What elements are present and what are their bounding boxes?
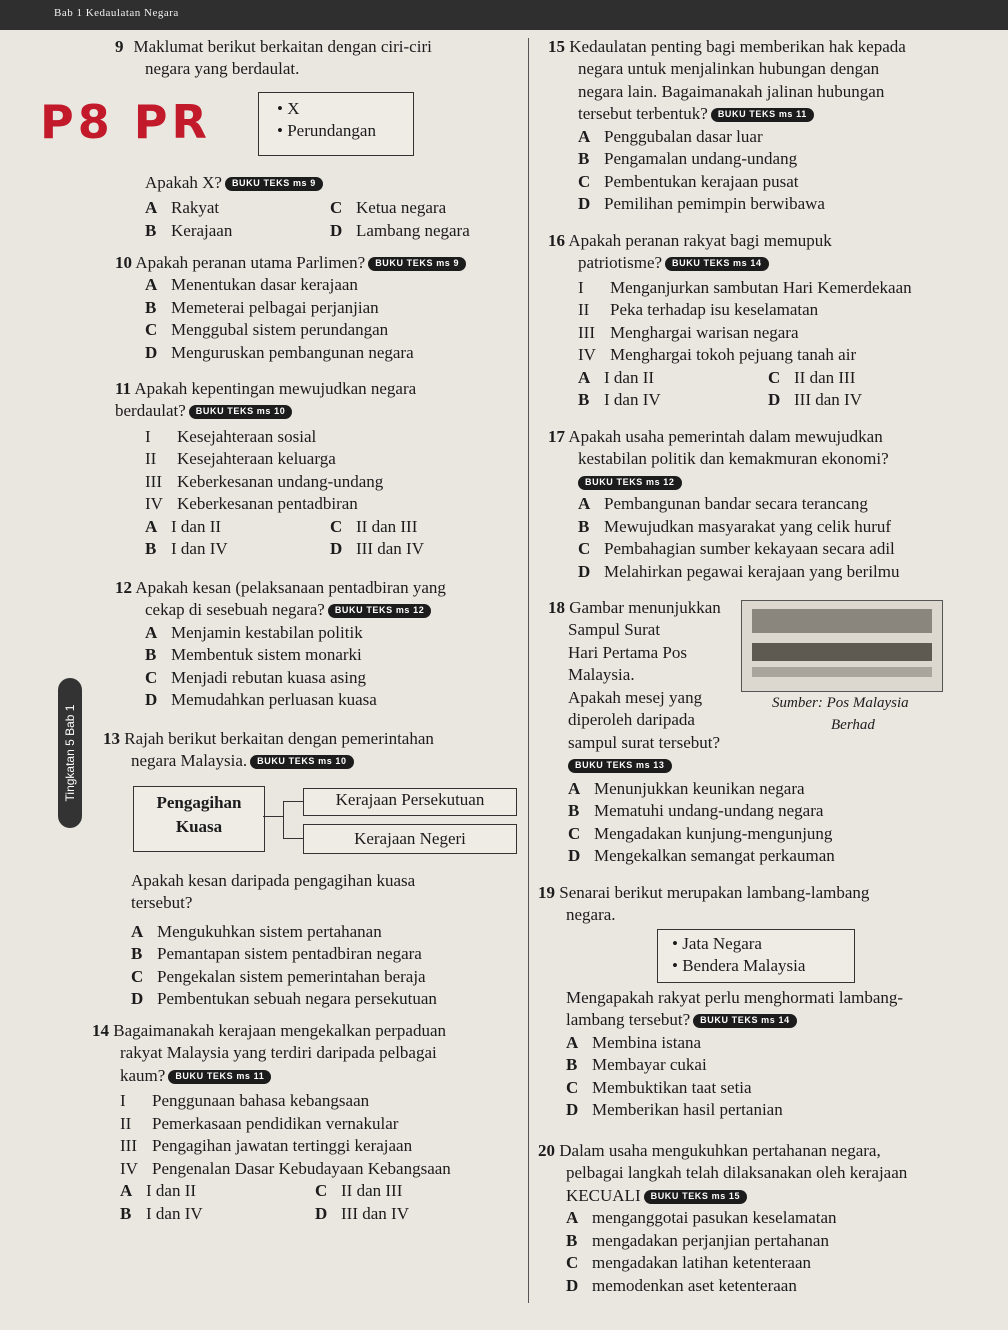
roman-label: II (145, 449, 157, 469)
q13-options (131, 870, 521, 1011)
question-12 (115, 577, 525, 712)
q16-option-b[interactable]: I dan IV (604, 390, 661, 410)
diagram-left-line2: Kuasa (175, 817, 223, 836)
option-label: C (315, 1181, 328, 1201)
textbook-tag: BUKU TEKS ms 12 (328, 604, 432, 618)
textbook-tag: BUKU TEKS ms 10 (250, 755, 354, 769)
q18-text-line: Apakah mesej yang (568, 687, 703, 707)
side-tab (58, 678, 82, 828)
q16-option-a[interactable]: I dan II (604, 367, 655, 387)
q9-option-d[interactable]: Lambang negara (356, 220, 470, 240)
q9-options (145, 172, 525, 242)
q15-text-line3: negara lain. Bagaimanakah jalinan hubungan (578, 81, 885, 101)
textbook-tag: BUKU TEKS ms 13 (568, 759, 672, 773)
q15-text-line1: Kedaulatan penting bagi memberikan hak kepada (569, 37, 906, 56)
option-label: D (566, 1275, 579, 1295)
q20-text-line1: Dalam usaha mengukuhkan pertahanan negara, (559, 1141, 881, 1160)
q19-number: 19 (538, 883, 555, 902)
q13-number: 13 (103, 729, 120, 748)
q10-option-b[interactable]: Memeterai pelbagai perjanjian (171, 297, 379, 317)
q15-option-b[interactable]: Pengamalan undang-undang (604, 149, 798, 169)
q16-text-line2: patriotisme? (578, 253, 663, 273)
option-label: B (568, 801, 580, 821)
question-10 (115, 252, 525, 364)
side-tab-label: Tingkatan 5 Bab 1 (63, 704, 77, 802)
q19-option-b[interactable]: Membayar cukai (592, 1055, 707, 1075)
option-label: B (578, 516, 590, 536)
option-label: A (578, 494, 591, 514)
option-label: D (145, 342, 158, 362)
diagram-connector (283, 801, 303, 802)
option-label: A (145, 198, 158, 218)
question-15 (548, 36, 973, 216)
question-18 (548, 597, 748, 777)
q18-number: 18 (548, 598, 565, 617)
q18-text-line: Malaysia. (568, 665, 635, 685)
option-label: B (566, 1055, 578, 1075)
q17-number: 17 (548, 427, 565, 446)
q18-text-line: sampul surat tersebut? (568, 732, 721, 752)
column-divider (528, 38, 529, 1303)
q18-option-b[interactable]: Mematuhi undang-undang negara (594, 801, 824, 821)
diagram-right-bottom-box: Kerajaan Negeri (303, 824, 517, 854)
textbook-tag: BUKU TEKS ms 9 (225, 177, 323, 191)
q11-text-line2: berdaulat? (115, 401, 186, 421)
q16-text-line1: 16 Apakah peranan rakyat bagi memupuk (548, 231, 832, 250)
q9-option-b[interactable]: Kerajaan (171, 220, 233, 240)
q19-text-line2: negara. (566, 905, 616, 925)
option-label: C (578, 171, 591, 191)
q20-number: 20 (538, 1141, 555, 1160)
q20-text-line2: pelbagai langkah telah dilaksanakan oleh kerajaan (566, 1163, 908, 1183)
q20-option-d[interactable]: memodenkan aset ketenteraan (592, 1275, 797, 1295)
diagram-connector (283, 801, 284, 838)
q10-number: 10 (115, 253, 132, 272)
q17-text-line1: Apakah usaha pemerintah dalam mewujudkan (568, 427, 883, 446)
q14-statement-iv: Pengenalan Dasar Kebudayaan Kebangsaan (152, 1158, 451, 1178)
q14-option-c[interactable]: II dan III (341, 1181, 403, 1201)
q14-statement-ii: Pemerkasaan pendidikan vernakular (152, 1113, 399, 1133)
first-day-cover-image (741, 600, 943, 692)
roman-label: I (578, 277, 584, 297)
roman-label: IV (578, 345, 596, 365)
q15-option-d[interactable]: Pemilihan pemimpin berwibawa (604, 194, 825, 214)
roman-label: III (120, 1136, 137, 1156)
q9-number: 9 (115, 37, 124, 56)
q11-statement-ii: Kesejahteraan keluarga (177, 449, 336, 469)
q14-text-line2: rakyat Malaysia yang terdiri daripada pelbagai (120, 1043, 437, 1063)
q13-text-line1: Rajah berikut berkaitan dengan pemerintahan (124, 729, 434, 748)
q18-option-c[interactable]: Mengadakan kunjung-mengunjung (594, 823, 833, 843)
q16-option-c[interactable]: II dan III (794, 367, 856, 387)
question-19 (538, 882, 966, 927)
q13-option-d[interactable]: Pembentukan sebuah negara persekutuan (157, 989, 437, 1009)
option-label: D (578, 561, 591, 581)
q14-option-b[interactable]: I dan IV (146, 1203, 203, 1223)
roman-label: II (120, 1113, 132, 1133)
q9-text-line1: Maklumat berikut berkaitan dengan ciri-ciri (133, 37, 432, 56)
option-label: B (120, 1203, 132, 1223)
diagram-left-line1: Pengagihan (156, 793, 242, 812)
q12-option-d[interactable]: Memudahkan perluasan kuasa (171, 690, 377, 710)
q17-option-b[interactable]: Mewujudkan masyarakat yang celik huruf (604, 516, 892, 536)
option-label: D (145, 690, 158, 710)
q19-info-box (657, 929, 855, 983)
option-label: A (578, 126, 591, 146)
question-9 (115, 36, 520, 81)
option-label: D (578, 194, 591, 214)
q12-text-line2: cekap di sesebuah negara? (145, 600, 325, 620)
roman-label: IV (120, 1158, 138, 1178)
q18-option-a[interactable]: Menunjukkan keunikan negara (594, 779, 805, 798)
q11-statement-iv: Keberkesanan pentadbiran (177, 494, 358, 514)
cover-roof (752, 609, 932, 633)
q12-option-c[interactable]: Menjadi rebutan kuasa asing (171, 667, 366, 687)
option-label: C (568, 823, 581, 843)
q11-option-b[interactable]: I dan IV (171, 539, 228, 559)
q9-stem: Apakah X? (145, 173, 222, 192)
q15-text-line4: tersebut terbentuk? (578, 104, 708, 124)
q11-text-line1: 11 Apakah kepentingan mewujudkan negara (115, 379, 417, 398)
handwritten-text: P8 PR (40, 95, 211, 149)
option-label: C (145, 667, 158, 687)
option-label: C (330, 516, 343, 536)
q20-option-a[interactable]: menganggotai pasukan keselamatan (592, 1208, 837, 1228)
option-label: A (566, 1032, 579, 1052)
option-label: C (131, 966, 144, 986)
option-label: C (330, 198, 343, 218)
option-label: D (330, 220, 343, 240)
q15-text-line2: negara untuk menjalinkan hubungan dengan (578, 59, 880, 79)
roman-label: IV (145, 494, 163, 514)
q15-option-a[interactable]: Penggubalan dasar luar (604, 126, 763, 146)
question-17 (548, 426, 973, 583)
q17-option-d[interactable]: Melahirkan pegawai kerajaan yang berilmu (604, 561, 900, 581)
q10-stem: Apakah peranan utama Parlimen? (135, 253, 366, 272)
question-11 (115, 378, 520, 561)
q19-option-a[interactable]: Membina istana (592, 1032, 702, 1052)
textbook-tag: BUKU TEKS ms 11 (711, 108, 814, 122)
q15-option-c[interactable]: Pembentukan kerajaan pusat (604, 171, 799, 191)
diagram-connector (283, 838, 303, 839)
textbook-tag: BUKU TEKS ms 12 (578, 476, 682, 490)
q14-text-line1: Bagaimanakah kerajaan mengekalkan perpaduan (113, 1021, 447, 1040)
roman-label: III (145, 471, 162, 491)
chapter-header (0, 0, 1008, 30)
option-label: A (120, 1181, 133, 1201)
diagram-left-box (133, 786, 265, 852)
q19-options (566, 987, 976, 1122)
q16-statement-iv: Menghargai tokoh pejuang tanah air (610, 345, 857, 365)
option-label: C (578, 539, 591, 559)
q9-option-c[interactable]: Ketua negara (356, 198, 447, 218)
q19-text-line1: Senarai berikut merupakan lambang-lambang (559, 883, 870, 902)
option-label: A (566, 1208, 579, 1228)
option-label: B (145, 645, 157, 665)
q17-text-line2: kestabilan politik dan kemakmuran ekonomi? (578, 449, 889, 469)
q19-stem-line2: lambang tersebut? (566, 1010, 691, 1030)
q18-text-line: diperoleh daripada (568, 710, 695, 730)
q10-option-c[interactable]: Menggubal sistem perundangan (171, 320, 389, 340)
q9-info-box (258, 92, 414, 156)
option-label: B (145, 539, 157, 559)
q14-option-d[interactable]: III dan IV (341, 1203, 409, 1223)
q10-option-a[interactable]: Menentukan dasar kerajaan (171, 275, 358, 295)
q12-text-line1: Apakah kesan (pelaksanaan pentadbiran yang (135, 578, 446, 597)
q9-box-item: • Perundangan (277, 121, 376, 141)
q13-option-a[interactable]: Mengukuhkan sistem pertahanan (157, 921, 382, 941)
textbook-tag: BUKU TEKS ms 11 (168, 1070, 271, 1084)
q11-option-a[interactable]: I dan II (171, 516, 222, 536)
q13-option-b[interactable]: Pemantapan sistem pentadbiran negara (157, 944, 422, 964)
q12-option-b[interactable]: Membentuk sistem monarki (171, 645, 362, 665)
diagram-connector (263, 816, 283, 817)
q16-statement-iii: Menghargai warisan negara (610, 322, 799, 342)
option-label: A (145, 516, 158, 536)
option-label: A (145, 275, 158, 295)
roman-label: III (578, 322, 595, 342)
roman-label: I (120, 1091, 126, 1111)
q19-box-item: • Bendera Malaysia (672, 956, 806, 976)
q9-text-line2: negara yang berdaulat. (145, 59, 300, 79)
option-label: B (566, 1230, 578, 1250)
q9-box-item: • X (277, 99, 300, 118)
q9-option-a[interactable]: Rakyat (171, 198, 220, 218)
q18-source-line2: Berhad (831, 717, 875, 733)
q16-statement-ii: Peka terhadap isu keselamatan (610, 300, 819, 320)
q16-option-d[interactable]: III dan IV (794, 390, 862, 410)
q18-options (568, 778, 968, 868)
q20-option-b[interactable]: mengadakan perjanjian pertahanan (592, 1230, 829, 1250)
question-20 (538, 1140, 968, 1297)
q18-source-line1: Sumber: Pos Malaysia (772, 695, 909, 711)
q13-stem-line1: Apakah kesan daripada pengagihan kuasa (131, 871, 416, 890)
option-label: D (768, 390, 781, 410)
q19-stem-line1: Mengapakah rakyat perlu menghormati lambang- (566, 988, 904, 1007)
q11-option-d[interactable]: III dan IV (356, 539, 424, 559)
option-label: C (145, 320, 158, 340)
diagram-right-top-box: Kerajaan Persekutuan (303, 788, 517, 816)
option-label: A (578, 367, 591, 387)
q14-statement-iii: Pengagihan jawatan tertinggi kerajaan (152, 1136, 413, 1156)
q18-text-line: Hari Pertama Pos (568, 642, 687, 662)
q18-text-line: Gambar menunjukkan (569, 598, 721, 617)
q18-option-d[interactable]: Mengekalkan semangat perkauman (594, 846, 835, 866)
q10-option-d[interactable]: Menguruskan pembangunan negara (171, 342, 414, 362)
q17-option-a[interactable]: Pembangunan bandar secara terancang (604, 494, 868, 514)
q13-text-line2: negara Malaysia. (131, 751, 248, 771)
q11-statement-i: Kesejahteraan sosial (177, 426, 317, 446)
textbook-tag: BUKU TEKS ms 9 (368, 257, 466, 271)
option-label: B (578, 149, 590, 169)
q18-text-line: Sampul Surat (568, 620, 661, 640)
option-label: B (131, 944, 143, 964)
q11-option-c[interactable]: II dan III (356, 516, 418, 536)
q14-statement-i: Penggunaan bahasa kebangsaan (152, 1091, 370, 1111)
option-label: C (566, 1253, 579, 1273)
option-label: A (145, 622, 158, 642)
option-label: A (131, 921, 144, 941)
question-13 (103, 728, 523, 773)
handwritten-annotation (40, 92, 211, 153)
option-label: C (768, 367, 781, 387)
cover-stamps (752, 643, 932, 661)
q16-statement-i: Menganjurkan sambutan Hari Kemerdekaan (610, 277, 912, 297)
question-16 (548, 230, 973, 412)
option-label: B (145, 297, 157, 317)
q19-box-item: • Jata Negara (672, 934, 762, 953)
q14-option-a[interactable]: I dan II (146, 1181, 197, 1201)
q12-number: 12 (115, 578, 132, 597)
option-label: D (566, 1100, 579, 1120)
textbook-tag: BUKU TEKS ms 14 (665, 257, 769, 271)
cover-band (752, 667, 932, 677)
question-14 (92, 1020, 522, 1225)
option-label: C (566, 1077, 579, 1097)
option-label: D (131, 989, 144, 1009)
q13-stem-line2: tersebut? (131, 893, 193, 913)
chapter-title: Bab 1 Kedaulatan Negara (54, 7, 179, 19)
q14-text-line3: kaum? (120, 1065, 166, 1085)
option-label: D (315, 1203, 328, 1223)
q14-number: 14 (92, 1021, 109, 1040)
q20-option-c[interactable]: mengadakan latihan ketenteraan (592, 1253, 811, 1273)
q11-statement-iii: Keberkesanan undang-undang (177, 471, 384, 491)
q13-option-c[interactable]: Pengekalan sistem pemerintahan beraja (157, 966, 426, 986)
textbook-tag: BUKU TEKS ms 14 (693, 1014, 797, 1028)
textbook-tag: BUKU TEKS ms 15 (644, 1190, 748, 1204)
q17-option-c[interactable]: Pembahagian sumber kekayaan secara adil (604, 539, 895, 559)
option-label: D (568, 846, 581, 866)
option-label: D (330, 539, 343, 559)
roman-label: I (145, 426, 151, 446)
q20-text-line3: KECUALI (566, 1185, 641, 1205)
option-label: B (145, 220, 157, 240)
option-label: B (578, 390, 590, 410)
q12-option-a[interactable]: Menjamin kestabilan politik (171, 622, 363, 642)
q15-number: 15 (548, 37, 565, 56)
q19-option-c[interactable]: Membuktikan taat setia (592, 1077, 752, 1097)
textbook-tag: BUKU TEKS ms 10 (189, 405, 293, 419)
option-label: A (568, 779, 581, 798)
q19-option-d[interactable]: Memberikan hasil pertanian (592, 1100, 783, 1120)
roman-label: II (578, 300, 590, 320)
